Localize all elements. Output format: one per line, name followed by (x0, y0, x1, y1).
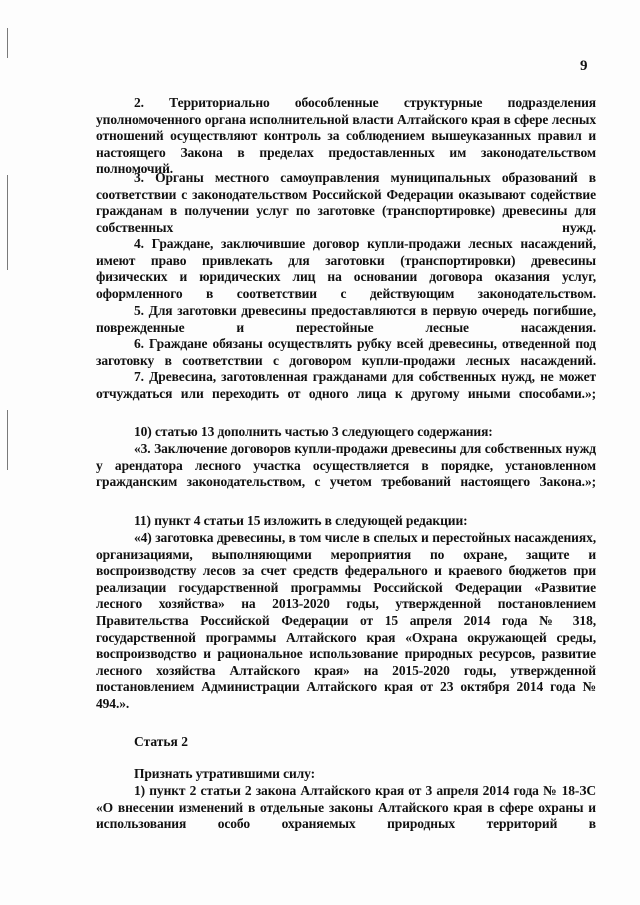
scan-edge-line (7, 175, 8, 270)
amendment-11-text: «4) заготовка древесины, в том числе в спелых и перестойных насаждениях, организациями, выполняющими мероприятия по охране, защите и воспроизводству лесов за счет средств федерального и краевого бюджетов при реализации государственной программы Российской Федерации «Развитие лесного хозяйства» на 2013-2020 годы, утвержденной постановлением Правительства Российской Федерации от 15 апреля 2014 года № 318, государственной программы Алтайского края «Охрана окружающей среды, воспроизводство и рациональное использование природных ресурсов, развитие лесного хозяйства Алтайского края» на 2015-2020 годы, утвержденной постановлением Администрации Алтайского края от 23 октября 2014 года № 494.». (96, 530, 596, 711)
paragraph-2: 2. Территориально обособленные структурные подразделения уполномоченного органа исполнительной власти Алтайского края в сфере лесных отношений осуществляют контроль за соблюдением вышеуказанных правил и настоящего Закона в пределах предоставленных им законодательством полномочий. (96, 95, 596, 177)
page-number: 9 (580, 58, 588, 74)
scan-edge-line (7, 410, 8, 470)
repeal-item-1: 1) пункт 2 статьи 2 закона Алтайского края от 3 апреля 2014 года № 18-ЗС «О внесении изменений в отдельные законы Алтайского края в сфере охраны и использования особо охраняемых природных территорий в (96, 783, 596, 832)
amendment-11: 11) пункт 4 статьи 15 изложить в следующей редакции: (134, 513, 468, 528)
paragraph-6: 6. Граждане обязаны осуществлять рубку всей древесины, отведенной под заготовку в соответствии с договором купли-продажи лесных насаждений. (96, 336, 596, 368)
amendment-10: 10) статью 13 дополнить частью 3 следующего содержания: (134, 424, 493, 439)
paragraph-3: 3. Органы местного самоуправления муниципальных образований в соответствии с законодательством Российской Федерации оказывают содействие гражданам в получении услуг по заготовке (транспортировке) древесины для собственных нужд. (96, 170, 596, 235)
amendment-10-text: «3. Заключение договоров купли-продажи древесины для собственных нужд у арендатора лесного участка осуществляется в порядке, установленном гражданским законодательством, с учетом требований настоящего Закона.»; (96, 441, 596, 490)
paragraph-5: 5. Для заготовки древесины предоставляются в первую очередь погибшие, поврежденные и перестойные лесные насаждения. (96, 303, 596, 335)
paragraph-7: 7. Древесина, заготовленная гражданами для собственных нужд, не может отчуждаться или переходить от одного лица к другому иными способами.»; (96, 369, 596, 401)
paragraph-4: 4. Граждане, заключившие договор купли-продажи лесных насаждений, имеют право привлекать для заготовки (транспортировки) древесины физических и юридических лиц на основании договора оказания услуг, оформленного в соответствии с действующим законодательством. (96, 236, 596, 301)
repeal-intro: Признать утратившими силу: (134, 766, 316, 781)
article-heading: Статья 2 (134, 734, 188, 749)
scan-edge-line (7, 28, 8, 58)
